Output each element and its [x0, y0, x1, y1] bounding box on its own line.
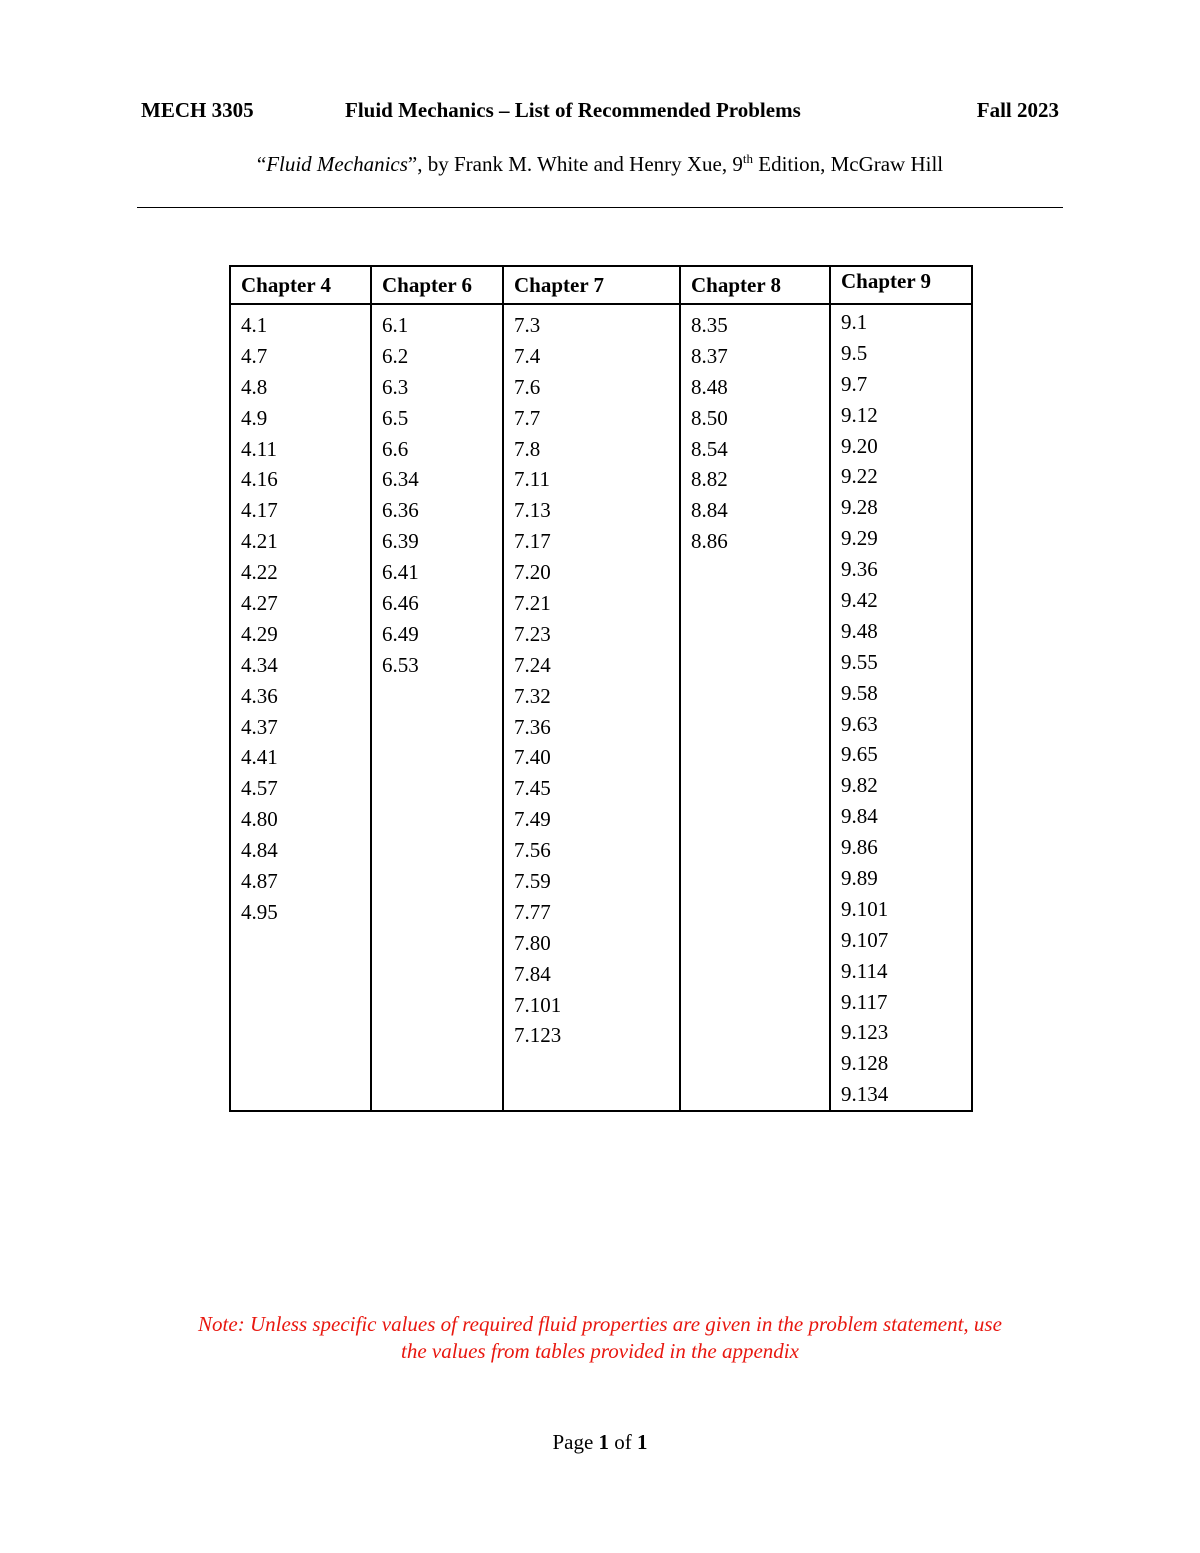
problem-number: 6.46	[382, 591, 419, 616]
problem-number: 8.82	[691, 467, 728, 492]
column-header-chapter-7: Chapter 7	[503, 266, 680, 304]
problem-number: 7.17	[514, 529, 551, 554]
problem-number: 7.6	[514, 374, 541, 399]
problem-number: 7.77	[514, 899, 551, 924]
page-of-label: of	[609, 1430, 638, 1454]
problem-number: 9.107	[841, 927, 889, 952]
problem-number: 6.49	[382, 621, 419, 646]
problem-number: 7.59	[514, 869, 551, 894]
problem-number: 7.8	[514, 436, 541, 461]
problem-number: 9.55	[841, 649, 878, 674]
problem-number: 9.89	[841, 866, 878, 891]
problem-number: 8.84	[691, 498, 728, 523]
problem-number: 9.101	[841, 896, 889, 921]
chapter-6-problems-cell	[371, 304, 503, 1111]
problem-number: 9.84	[841, 804, 878, 829]
citation-book-title: Fluid Mechanics	[266, 152, 408, 176]
problem-number: 4.27	[241, 591, 278, 616]
problem-number: 8.37	[691, 343, 728, 368]
problem-number: 9.123	[841, 1020, 889, 1045]
problem-number: 9.29	[841, 526, 878, 551]
problem-number: 7.36	[514, 714, 551, 739]
problem-number: 4.17	[241, 498, 278, 523]
problem-number: 6.5	[382, 405, 409, 430]
fluid-properties-note	[0, 1311, 1200, 1365]
problem-number: 7.49	[514, 807, 551, 832]
page-total: 1	[637, 1430, 648, 1454]
problem-number: 9.1	[841, 310, 868, 334]
page-header	[141, 98, 1059, 128]
course-code: MECH 3305	[141, 98, 254, 122]
problem-number: 9.82	[841, 773, 878, 798]
problem-number: 6.6	[382, 436, 409, 461]
problem-number: 6.36	[382, 498, 419, 523]
chapter-9-problems-cell	[830, 304, 972, 1111]
problem-number: 6.3	[382, 374, 409, 399]
problem-number: 8.54	[691, 436, 728, 461]
column-header-chapter-4: Chapter 4	[230, 266, 371, 304]
problem-number: 4.41	[241, 745, 278, 770]
problem-number: 4.9	[241, 405, 268, 430]
header-divider	[137, 207, 1063, 208]
column-header-chapter-9: Chapter 9	[830, 266, 972, 304]
document-title: Fluid Mechanics – List of Recommended Problems	[345, 98, 801, 122]
citation-edition-sup: th	[742, 151, 753, 166]
problem-number: 4.87	[241, 869, 278, 894]
chapter-4-problems-cell	[230, 304, 371, 1111]
problem-number: 7.45	[514, 776, 551, 801]
problem-number: 7.56	[514, 838, 551, 863]
problem-number: 7.80	[514, 930, 551, 955]
problem-number: 7.21	[514, 591, 551, 616]
problem-number: 9.58	[841, 680, 878, 705]
problem-number: 7.4	[514, 343, 541, 368]
table-header-row	[230, 266, 972, 304]
column-header-chapter-6: Chapter 6	[371, 266, 503, 304]
page-current: 1	[598, 1430, 610, 1454]
column-header-chapter-8: Chapter 8	[680, 266, 830, 304]
problem-number: 7.123	[514, 1023, 562, 1048]
problem-number: 9.36	[841, 557, 878, 582]
problem-number: 4.57	[241, 776, 278, 801]
problem-number: 4.16	[241, 467, 278, 492]
citation-open-quote: “	[256, 152, 267, 176]
problem-number: 9.5	[841, 340, 868, 365]
problem-number: 9.22	[841, 464, 878, 489]
problem-number: 8.50	[691, 405, 728, 430]
problem-number: 6.39	[382, 529, 419, 554]
problem-number: 4.22	[241, 560, 278, 585]
problem-number: 4.1	[241, 313, 268, 337]
problem-number: 6.53	[382, 652, 419, 677]
problem-number: 7.3	[514, 313, 541, 337]
note-line-2: the values from tables provided in the appendix	[401, 1339, 799, 1363]
problem-number: 7.13	[514, 498, 551, 523]
term-label: Fall 2023	[976, 98, 1059, 122]
table-body-row	[230, 304, 972, 1111]
problem-number: 8.86	[691, 529, 728, 554]
problem-number: 7.24	[514, 652, 551, 677]
problem-number: 7.7	[514, 405, 541, 430]
problem-number: 9.117	[841, 989, 888, 1014]
textbook-citation	[0, 152, 1200, 177]
problem-number: 7.11	[514, 467, 550, 492]
problem-number: 6.41	[382, 560, 419, 585]
problem-number: 6.1	[382, 313, 409, 337]
chapter-8-problems-cell	[680, 304, 830, 1111]
problem-number: 4.29	[241, 621, 278, 646]
problem-number: 6.34	[382, 467, 419, 492]
problem-number: 8.35	[691, 313, 728, 337]
problem-number: 4.21	[241, 529, 278, 554]
problem-number: 4.36	[241, 683, 278, 708]
problem-number: 9.42	[841, 588, 878, 613]
problem-number: 7.20	[514, 560, 551, 585]
chapter-7-problems-cell	[503, 304, 680, 1111]
problem-number: 9.28	[841, 495, 878, 520]
problem-number: 4.37	[241, 714, 278, 739]
problem-number: 7.32	[514, 683, 551, 708]
problem-number: 4.7	[241, 343, 268, 368]
problem-number: 9.86	[841, 835, 878, 860]
problem-number: 7.84	[514, 961, 551, 986]
problem-number: 9.128	[841, 1051, 889, 1076]
problem-number: 7.40	[514, 745, 551, 770]
problem-number: 9.114	[841, 958, 888, 983]
citation-authors: , by Frank M. White and Henry Xue, 9	[417, 152, 743, 176]
page-label: Page	[552, 1430, 599, 1454]
problem-number: 4.80	[241, 807, 278, 832]
problem-number: 9.48	[841, 618, 878, 643]
citation-close-quote: ”	[407, 152, 418, 176]
problem-number: 9.20	[841, 433, 878, 458]
recommended-problems-table	[229, 265, 973, 1112]
page-number	[0, 1430, 1200, 1455]
citation-publisher: Edition, McGraw Hill	[753, 152, 944, 176]
problem-number: 4.84	[241, 838, 278, 863]
problem-number: 7.101	[514, 992, 562, 1017]
problem-number: 4.11	[241, 436, 277, 461]
problem-number: 7.23	[514, 621, 551, 646]
problem-number: 9.65	[841, 742, 878, 767]
problem-number: 4.95	[241, 899, 278, 924]
problem-number: 9.7	[841, 371, 868, 396]
problem-number: 9.134	[841, 1082, 889, 1107]
problem-number: 9.63	[841, 711, 878, 736]
problem-number: 9.12	[841, 402, 878, 427]
problem-number: 4.34	[241, 652, 278, 677]
note-line-1: Note: Unless specific values of required fluid properties are given in the problem statement, use	[198, 1312, 1002, 1336]
problem-number: 8.48	[691, 374, 728, 399]
problem-number: 6.2	[382, 343, 409, 368]
problem-number: 4.8	[241, 374, 268, 399]
